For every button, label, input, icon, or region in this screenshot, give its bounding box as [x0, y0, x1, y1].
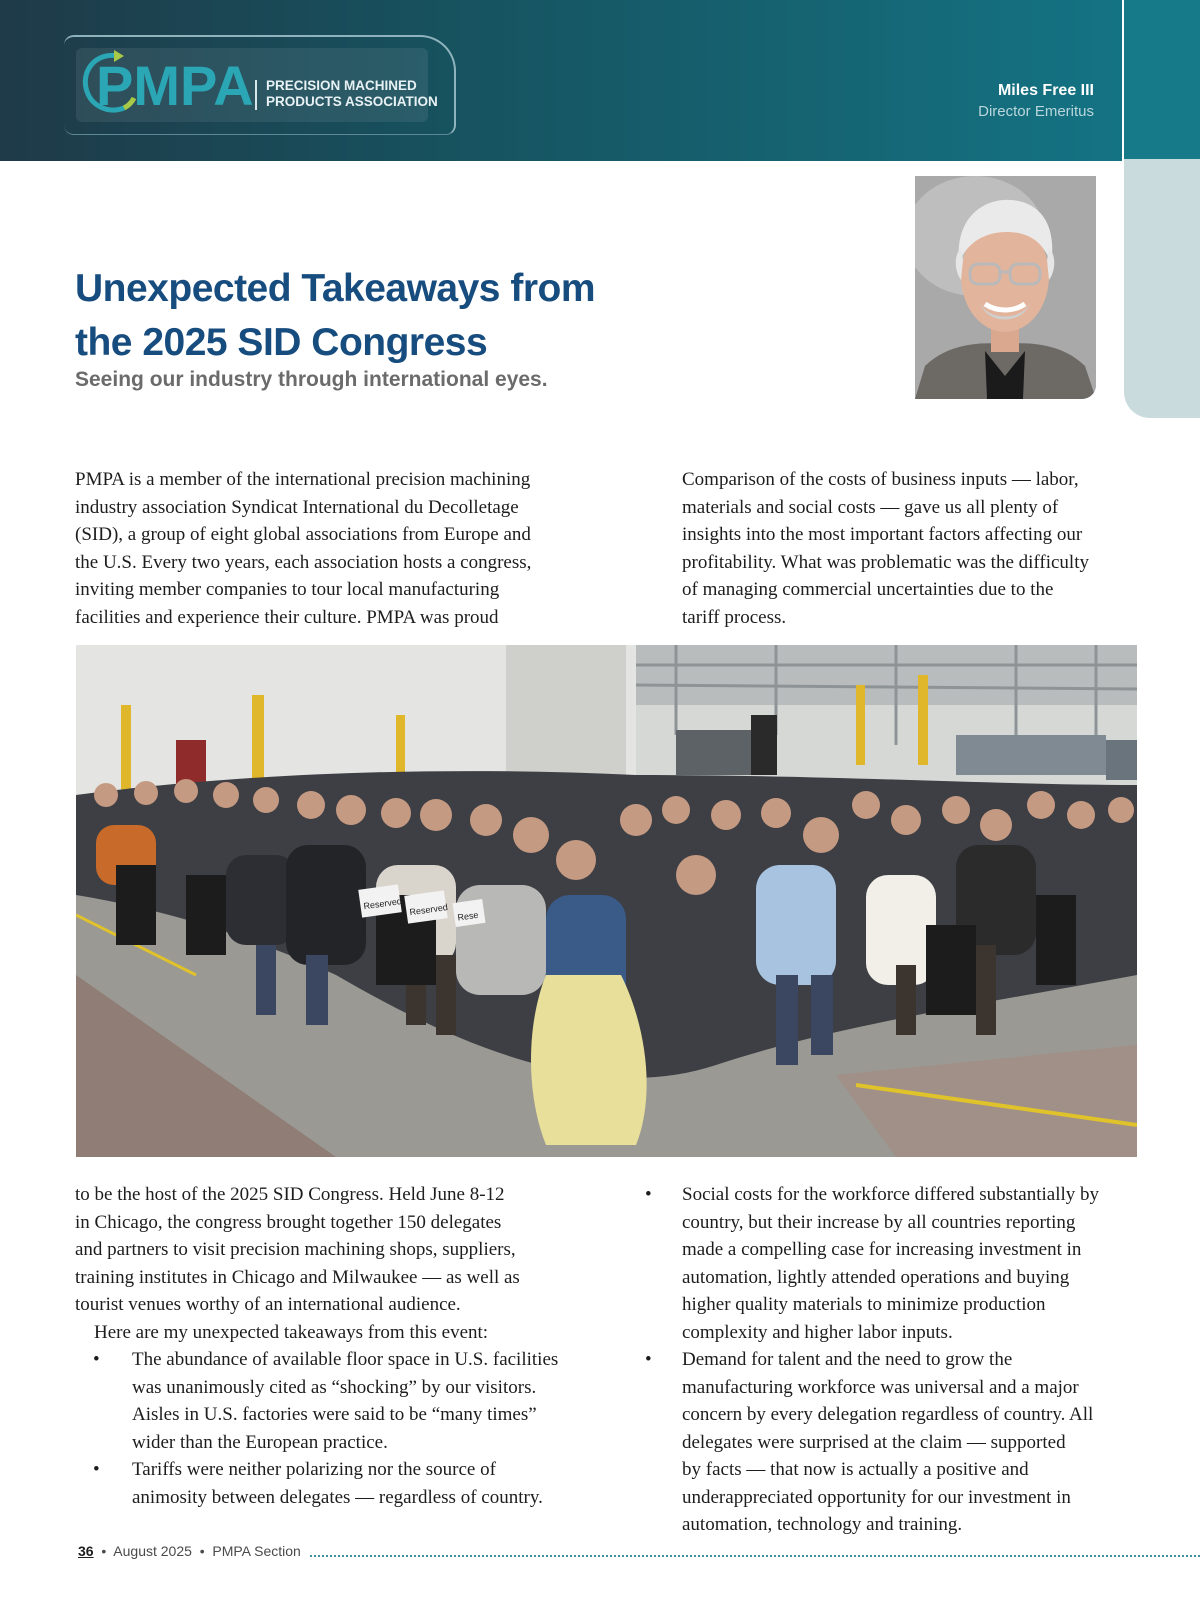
text-line: the U.S. Every two years, each association hosts a congress,: [75, 551, 532, 573]
text-line: • The abundance of available floor space in U.S. facilities: [132, 1349, 559, 1370]
text-line: insights into the most important factors affecting our: [682, 524, 1083, 545]
article-title-line-1: Unexpected Takeaways from: [75, 267, 595, 310]
page-footer: [78, 1543, 301, 1559]
footer-separator: •: [101, 1543, 107, 1559]
issue-date: August 2025: [113, 1543, 192, 1559]
footer-dotted-rule: [310, 1555, 1200, 1557]
text-line: tariff process.: [682, 606, 787, 628]
text-line: complexity and higher labor inputs.: [682, 1321, 953, 1343]
text-line: was unanimously cited as “shocking” by our visitors.: [132, 1376, 537, 1398]
column-2-top-text: [682, 466, 1142, 631]
logo-sub-line-1: PRECISION MACHINED: [266, 78, 417, 93]
column-1-top-text: [75, 466, 605, 631]
text-line: • Demand for talent and the need to grow the: [682, 1349, 1013, 1370]
text-line: automation, lightly attended operations and buying: [682, 1266, 1070, 1288]
audience-photo-illustration: [76, 645, 1137, 1157]
text-line: concern by every delegation regardless of country. All: [682, 1404, 1094, 1425]
bullet-item-social-costs: [682, 1181, 1142, 1346]
text-line: country, but their increase by all countries reporting: [682, 1211, 1076, 1233]
congress-audience-photo: [76, 645, 1137, 1157]
takeaways-list-1: [75, 1346, 605, 1511]
text-line: • Tariffs were neither polarizing nor the source of: [132, 1459, 496, 1480]
text-line: made a compelling case for increasing investment in: [682, 1239, 1082, 1260]
logo-separator: [255, 80, 257, 110]
text-line: Comparison of the costs of business inputs — labor,: [682, 469, 1079, 490]
text-line: and partners to visit precision machining shops, suppliers,: [75, 1239, 516, 1260]
chair-sign-2: Reserved: [408, 902, 449, 918]
text-line: facilities and experience their culture. PMPA was proud: [75, 606, 499, 628]
author-name: Miles Free III: [997, 82, 1094, 99]
text-line: animosity between delegates — regardless of country.: [132, 1486, 543, 1508]
section-name: PMPA Section: [212, 1543, 301, 1559]
text-line: tourist venues worthy of an international audience.: [75, 1294, 461, 1315]
column-1-bottom-text: [75, 1181, 605, 1511]
chair-sign-3: Rese: [456, 909, 480, 923]
text-line: • Social costs for the workforce differed substantially by: [682, 1184, 1100, 1205]
text-line: materials and social costs — gave us all plenty of: [682, 496, 1059, 518]
bullet-item-tariffs: [75, 1456, 605, 1511]
side-accent-panel: [1124, 0, 1200, 418]
text-line: PMPA is a member of the international precision machining: [75, 469, 531, 490]
article-title: [75, 262, 635, 370]
logo-subtitle: [266, 78, 438, 110]
author-block: [978, 80, 1094, 122]
author-portrait: [915, 176, 1096, 399]
chair-sign-1: Reserved: [362, 896, 403, 912]
text-line: by facts — that now is actually a positive and: [682, 1459, 1029, 1480]
logo-sub-line-2: PRODUCTS ASSOCIATION: [266, 94, 438, 109]
article-subtitle: Seeing our industry through international eyes.: [75, 368, 548, 391]
bullet-item-talent-demand: [682, 1346, 1142, 1539]
footer-separator: •: [199, 1543, 205, 1559]
text-line: higher quality materials to minimize production: [682, 1294, 1046, 1315]
text-line: underappreciated opportunity for our investment in: [682, 1486, 1071, 1508]
column-2-bottom-text: [682, 1181, 1142, 1539]
text-line: to be the host of the 2025 SID Congress. Held June 8-12: [75, 1184, 505, 1205]
text-line: profitability. What was problematic was the difficulty: [682, 551, 1089, 573]
portrait-illustration: [915, 176, 1096, 399]
text-line: of managing commercial uncertainties due to the: [682, 579, 1054, 600]
text-line: inviting member companies to tour local manufacturing: [75, 579, 500, 600]
text-line: Aisles in U.S. factories were said to be “many times”: [132, 1404, 537, 1425]
logo-wordmark: PMPA: [96, 54, 254, 117]
author-role: Director Emeritus: [978, 103, 1094, 120]
text-line: industry association Syndicat International du Decolletage: [75, 496, 519, 518]
takeaways-list-2: [682, 1181, 1142, 1539]
takeaways-intro: Here are my unexpected takeaways from this event:: [94, 1321, 489, 1343]
page-number: 36: [78, 1543, 94, 1559]
text-line: automation, technology and training.: [682, 1514, 963, 1535]
bullet-item-floor-space: [75, 1346, 605, 1456]
text-line: manufacturing workforce was universal and a major: [682, 1376, 1079, 1398]
text-line: delegates were surprised at the claim — supported: [682, 1431, 1066, 1453]
text-line: training institutes in Chicago and Milwaukee — as well as: [75, 1266, 520, 1288]
text-line: in Chicago, the congress brought together 150 delegates: [75, 1211, 502, 1233]
text-line: wider than the European practice.: [132, 1431, 388, 1453]
article-title-line-2: the 2025 SID Congress: [75, 321, 488, 364]
text-line: (SID), a group of eight global associations from Europe and: [75, 524, 531, 545]
